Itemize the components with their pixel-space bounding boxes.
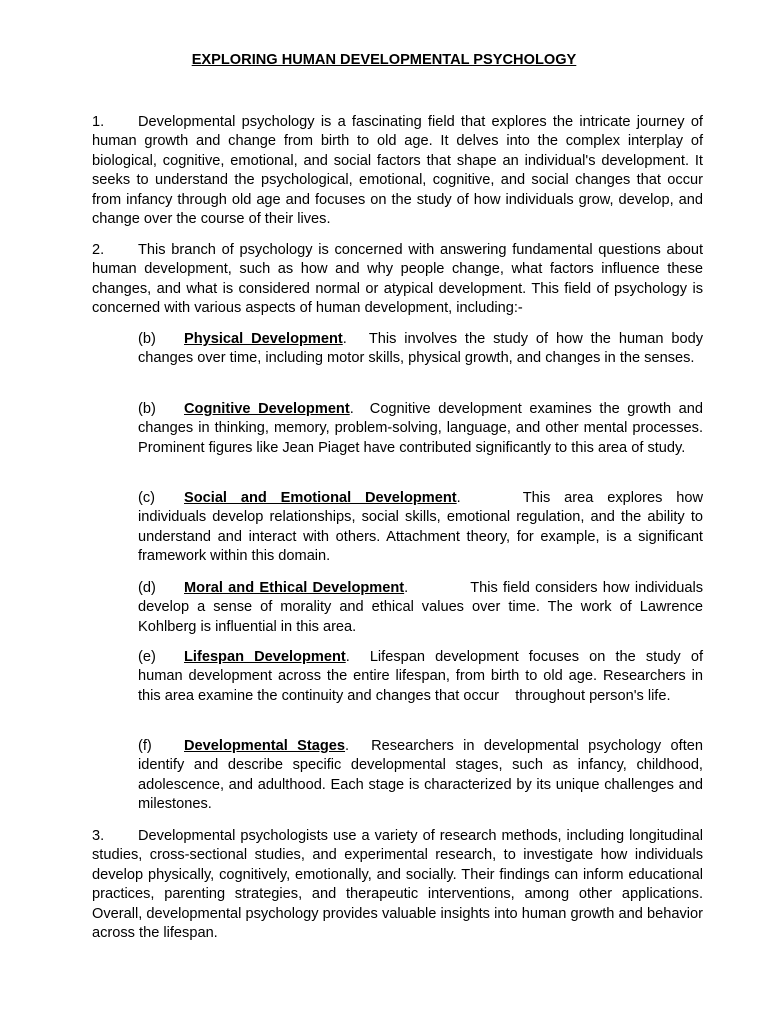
item-text: Lifespan development focuses on the study of human development across the entire lifespan, from birth to old age. Researchers in this area examine the continuity and changes that occur throughout person's life. [138, 649, 708, 704]
item-text: Researchers in developmental psychology often identify and describe specific developmental stages, such as infancy, childhood, adolescence, and adulthood. Each stage is characterized by its unique challenges and milestones. [138, 738, 703, 813]
list-item-moral-ethical-development: (d) Moral and Ethical Development. This field considers how individuals develop a sense of morality and ethical values over time. The work of Lawrence Kohlberg is influential in this area. [138, 580, 703, 635]
list-item-social-emotional-development: (c) Social and Emotional Development. This area explores how individuals develop relationships, social skills, emotional regulation, and the ability to understand and interact with others. Attachment theory, for example, is a significant framework within this domain. [138, 490, 703, 565]
item-heading: Social and Emotional Development [184, 490, 457, 506]
item-label: (b) [138, 331, 156, 347]
item-label: (c) [138, 490, 156, 506]
paragraph-text: Developmental psychologists use a variety of research methods, including longitudinal studies, cross-sectional studies, and experimental research, to investigate how individuals develop physically, cognitively, emotionally, and socially. Their findings can inform educational practices, parenting strategies, and therapeutic interventions, among other applications. Overall, developmental psychology provides valuable insights into human growth and behavior across the lifespan. [92, 828, 703, 942]
item-heading: Developmental Stages [184, 738, 346, 754]
item-label: (d) [138, 580, 156, 596]
list-item-physical-development: (b) Physical Development. This involves the study of how the human body changes over time, including motor skills, physical growth, and changes in the senses. [138, 331, 703, 367]
item-label: (b) [138, 401, 156, 417]
item-heading: Physical Development [184, 331, 343, 347]
item-heading: Moral and Ethical Development [184, 580, 405, 596]
paragraph-number: 3. [92, 828, 105, 844]
paragraph-3 [92, 827, 703, 943]
paragraph-text: This branch of psychology is concerned with answering fundamental questions about human development, such as how and why people change, what factors influence these changes, and what is considered normal or atypical development. This field of psychology is concerned with various aspects of human development, including:- [92, 242, 703, 317]
paragraph-1 [92, 113, 703, 229]
document-title: EXPLORING HUMAN DEVELOPMENTAL PSYCHOLOGY [191, 52, 577, 68]
item-heading: Lifespan Development [184, 649, 346, 665]
item-label: (f) [138, 738, 152, 754]
paragraph-2 [92, 241, 703, 319]
item-text: Cognitive development examines the growth and changes in thinking, memory, problem-solving, language, and other mental processes. Prominent figures like Jean Piaget have contributed significantly to this area of study. [138, 401, 704, 456]
item-text: This involves the study of how the human body changes over time, including motor skills, physical growth, and changes in the senses. [138, 331, 703, 367]
paragraph-text: Developmental psychology is a fascinating field that explores the intricate journey of human growth and change from birth to old age. It delves into the complex interplay of biological, cognitive, emotional, and social factors that shape an individual's development. It seeks to understand the psychological, emotional, cognitive, and social changes that occur from infancy through old age and focuses on the study of how individuals grow, develop, and change over the course of their lives. [92, 114, 703, 228]
item-heading: Cognitive Development [184, 401, 350, 417]
list-item-developmental-stages: (f) Developmental Stages. Researchers in developmental psychology often identify and describe specific developmental stages, such as infancy, childhood, adolescence, and adulthood. Each stage is characterized by its unique challenges and milestones. [138, 738, 703, 813]
paragraph-number: 2. [92, 242, 105, 258]
list-item-lifespan-development: (e) Lifespan Development. Lifespan development focuses on the study of human development across the entire lifespan, from birth to old age. Researchers in this area examine the continuity and changes that occur throughout person's life. [138, 649, 708, 704]
item-text: This area explores how individuals develop relationships, social skills, emotional regulation, and the ability to understand and interact with others. Attachment theory, for example, is a significant framework within this domain. [138, 490, 703, 565]
list-item-cognitive-development: (b) Cognitive Development. Cognitive development examines the growth and changes in thinking, memory, problem-solving, language, and other mental processes. Prominent figures like Jean Piaget have contributed significantly to this area of study. [138, 401, 704, 456]
item-text: This field considers how individuals develop a sense of morality and ethical values over time. The work of Lawrence Kohlberg is influential in this area. [138, 580, 703, 635]
paragraph-number: 1. [92, 114, 105, 130]
item-label: (e) [138, 649, 156, 665]
